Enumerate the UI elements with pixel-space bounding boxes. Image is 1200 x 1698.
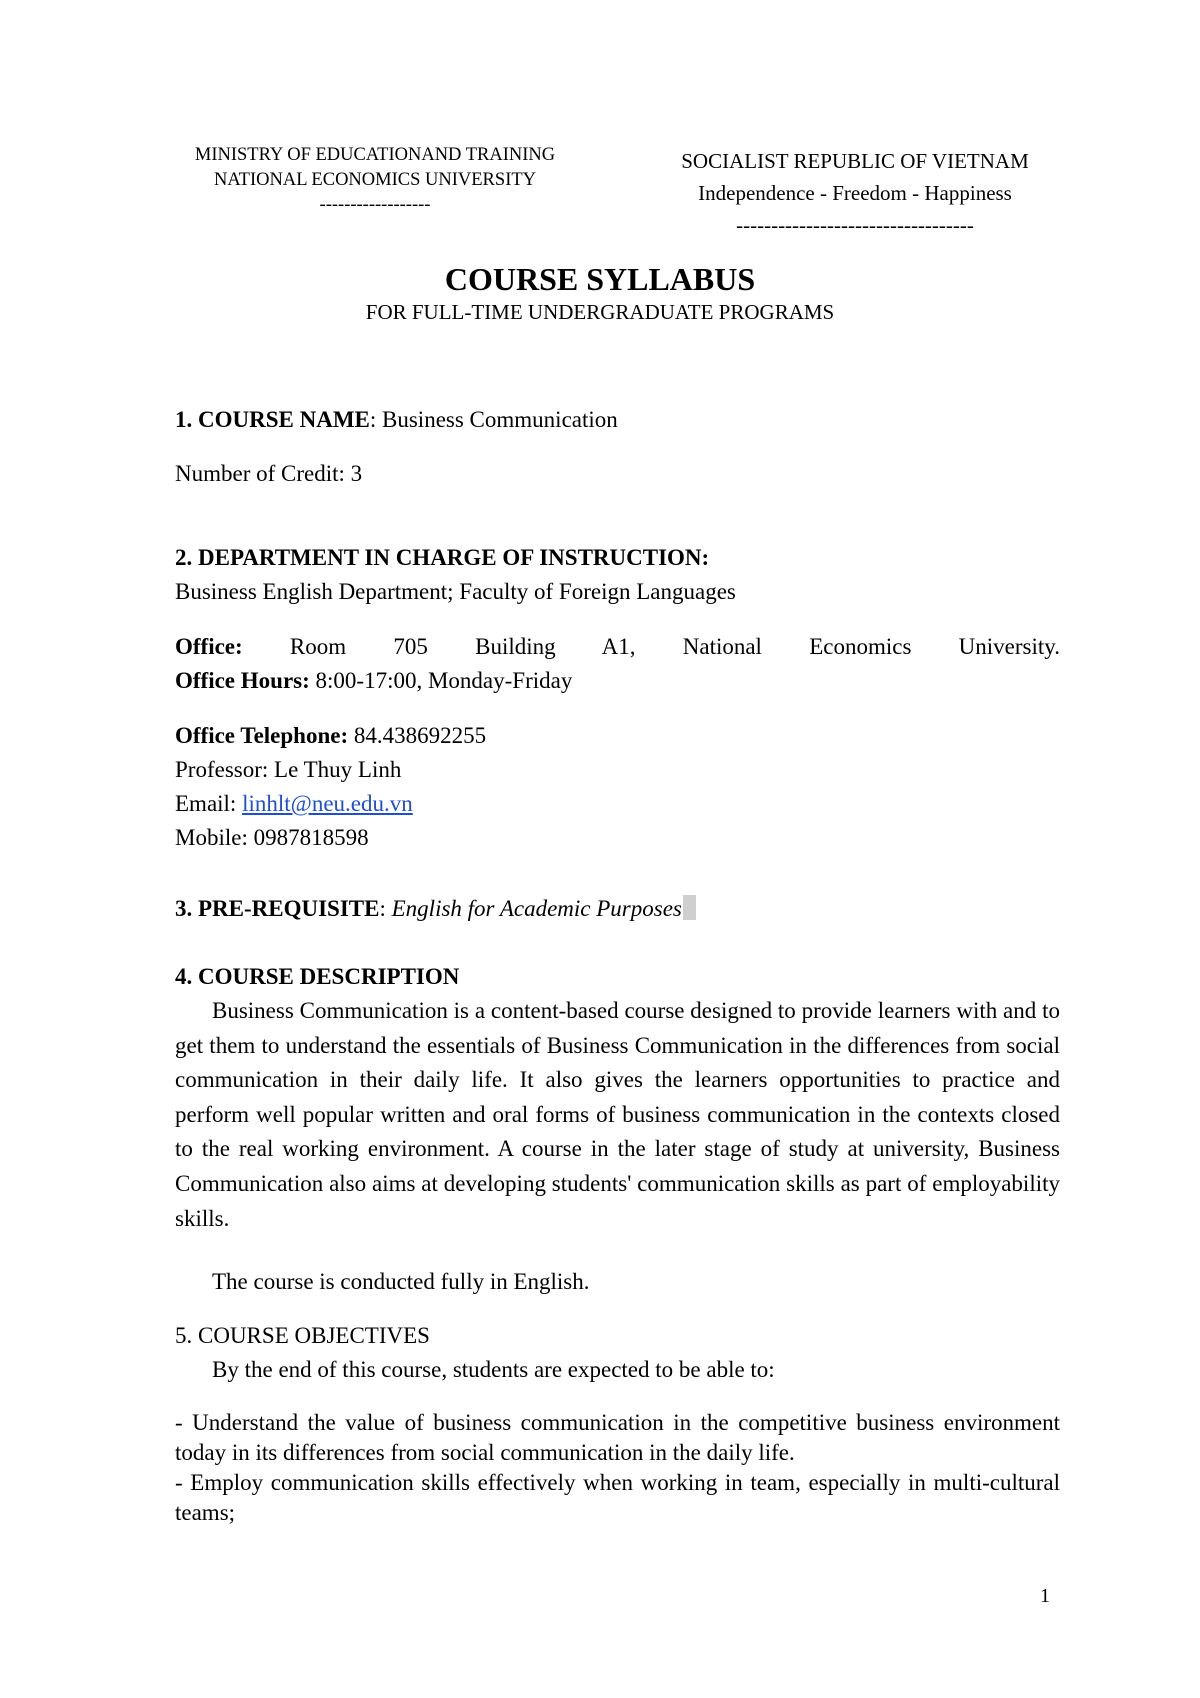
course-name-heading: 1. COURSE NAME xyxy=(175,407,370,432)
department-heading: 2. DEPARTMENT IN CHARGE OF INSTRUCTION: xyxy=(175,545,710,570)
left-divider: ------------------ xyxy=(319,195,431,215)
credit-line: Number of Credit: 3 xyxy=(175,461,363,486)
professor-line: Professor: Le Thuy Linh xyxy=(175,757,402,782)
ministry-name: MINISTRY OF EDUCATIONAND TRAINING xyxy=(194,145,556,165)
objective-item-1: - Understand the value of business communication in the competitive business environment today in its differences from social communication in the daily life. xyxy=(175,1410,1060,1465)
office-hours-line xyxy=(175,664,1060,698)
page-number: 1 xyxy=(1040,1585,1050,1607)
objective-item-2: - Employ communication skills effectively when working in team, especially in multi-cultural teams; xyxy=(175,1470,1060,1525)
course-name-line xyxy=(175,403,1060,437)
right-divider: ---------------------------------- xyxy=(736,213,974,237)
university-name: NATIONAL ECONOMICS UNIVERSITY xyxy=(213,170,537,190)
office-value: Room 705 Building A1, National Economics University. xyxy=(242,634,1060,659)
document-subtitle: FOR FULL-TIME UNDERGRADUATE PROGRAMS xyxy=(365,300,835,324)
office-telephone-value: 84.438692255 xyxy=(348,723,487,748)
email-line xyxy=(175,787,1060,821)
prerequisite-line xyxy=(175,892,1060,926)
course-objectives-intro: By the end of this course, students are expected to be able to: xyxy=(212,1357,775,1382)
office-label: Office: xyxy=(175,634,243,659)
course-description-paragraph: Business Communication is a content-based course designed to provide learners with and to get them to understand the essentials of Business Communication in the differences from social communication in their daily life. It also gives the learners opportunities to practice and perform well popular written and oral forms of business communication in the contexts closed to the real working environment. A course in the later stage of study at university, Business Communication also aims at developing students' communication skills as part of employability skills. xyxy=(175,998,1060,1231)
office-hours-value: 8:00-17:00, Monday-Friday xyxy=(309,668,573,693)
email-label: Email: xyxy=(175,791,243,816)
course-language-paragraph: The course is conducted fully in English. xyxy=(212,1269,590,1294)
course-description-heading: 4. COURSE DESCRIPTION xyxy=(175,964,460,989)
department-name: Business English Department; Faculty of Foreign Languages xyxy=(175,579,736,604)
republic-name: SOCIALIST REPUBLIC OF VIETNAM xyxy=(681,149,1029,173)
office-hours-label: Office Hours: xyxy=(175,668,310,693)
prerequisite-heading: 3. PRE-REQUISITE xyxy=(175,896,380,921)
motto: Independence - Freedom - Happiness xyxy=(698,181,1012,205)
prerequisite-value: English for Academic Purposes xyxy=(391,896,682,921)
email-link[interactable]: linhlt@neu.edu.vn xyxy=(242,791,413,816)
paragraph-marker xyxy=(683,895,696,920)
prerequisite-separator: : xyxy=(379,896,392,921)
office-telephone-line xyxy=(175,719,1060,753)
republic-header xyxy=(625,145,1085,241)
document-title: COURSE SYLLABUS xyxy=(444,261,756,297)
office-telephone-label: Office Telephone: xyxy=(175,723,349,748)
course-name-value: : Business Communication xyxy=(369,407,618,432)
office-line xyxy=(175,630,1060,664)
ministry-header xyxy=(160,143,590,218)
course-objectives-heading: 5. COURSE OBJECTIVES xyxy=(175,1323,430,1348)
mobile-line: Mobile: 0987818598 xyxy=(175,825,369,850)
